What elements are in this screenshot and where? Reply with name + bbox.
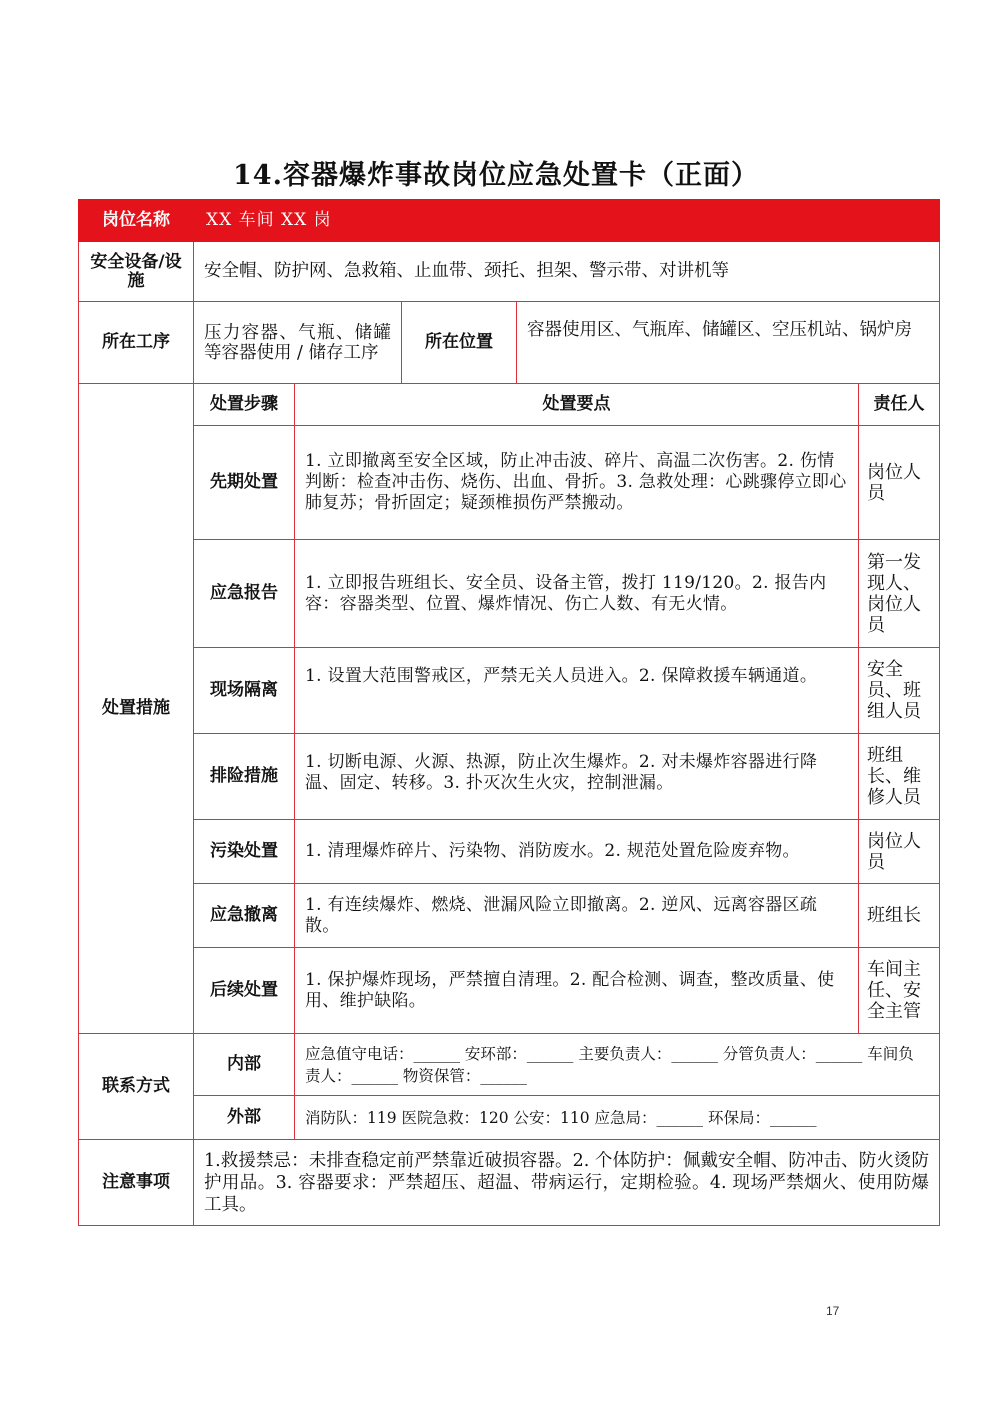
- measure-row: [79, 884, 940, 948]
- page-title: 14.容器爆炸事故岗位应急处置卡（正面）: [233, 160, 759, 191]
- measure-row: [79, 948, 940, 1034]
- notes-value: 1.救援禁忌：未排查稳定前严禁靠近破损容器。2. 个体防护：佩戴安全帽、防冲击、防火烫防护用品。3. 容器要求：严禁超压、超温、带病运行，定期检验。4. 现场严禁烟火、使用防爆工具。: [194, 1140, 940, 1226]
- step-person: 班组长、维修人员: [859, 734, 940, 820]
- process-value: 压力容器、气瓶、储罐等容器使用 / 储存工序: [194, 302, 402, 384]
- external-label: 外部: [194, 1096, 295, 1140]
- step-person: 岗位人员: [859, 426, 940, 540]
- step-points: 1. 设置大范围警戒区，严禁无关人员进入。2. 保障救援车辆通道。: [295, 648, 859, 734]
- header-person: 责任人: [859, 384, 940, 426]
- external-contacts: 消防队：119 医院急救：120 公安：110 应急局：______ 环保局：______: [295, 1096, 940, 1140]
- safety-value: 安全帽、防护网、急救箱、止血带、颈托、担架、警示带、对讲机等: [194, 242, 940, 302]
- measure-row: [79, 540, 940, 648]
- step-person: 岗位人员: [859, 820, 940, 884]
- measures-label: 处置措施: [79, 384, 194, 1034]
- step-points: 1. 立即报告班组长、安全员、设备主管，拨打 119/120。2. 报告内容：容器类型、位置、爆炸情况、伤亡人数、有无火情。: [295, 540, 859, 648]
- step-points: 1. 有连续爆炸、燃烧、泄漏风险立即撤离。2. 逆风、远离容器区疏散。: [295, 884, 859, 948]
- page-number: 17: [826, 1304, 840, 1318]
- header-step: 处置步骤: [194, 384, 295, 426]
- notes-row: [79, 1140, 940, 1226]
- post-label: 岗位名称: [79, 200, 194, 242]
- post-value: XX 车间 XX 岗: [194, 200, 940, 242]
- measures-header-row: [79, 384, 940, 426]
- step-name: 后续处置: [194, 948, 295, 1034]
- step-name: 应急撤离: [194, 884, 295, 948]
- step-points: 1. 保护爆炸现场，严禁擅自清理。2. 配合检测、调查，整改质量、使用、维护缺陷。: [295, 948, 859, 1034]
- step-name: 先期处置: [194, 426, 295, 540]
- safety-row: [79, 242, 940, 302]
- location-value: 容器使用区、气瓶库、储罐区、空压机站、锅炉房: [517, 302, 940, 384]
- safety-label: 安全设备/设施: [79, 242, 194, 302]
- process-row: [79, 302, 940, 384]
- measure-row: [79, 426, 940, 540]
- notes-label: 注意事项: [79, 1140, 194, 1226]
- header-points: 处置要点: [295, 384, 859, 426]
- card-table: [78, 199, 940, 1226]
- step-person: 安全员、班组人员: [859, 648, 940, 734]
- step-person: 车间主任、安全主管: [859, 948, 940, 1034]
- step-person: 第一发现人、岗位人员: [859, 540, 940, 648]
- internal-contacts: 应急值守电话：______ 安环部：______ 主要负责人：______ 分管负责人：______ 车间负责人：______ 物资保管：______: [295, 1034, 940, 1096]
- contact-internal-row: [79, 1034, 940, 1096]
- contact-external-row: [79, 1096, 940, 1140]
- post-row: [79, 200, 940, 242]
- step-points: 1. 立即撤离至安全区域，防止冲击波、碎片、高温二次伤害。2. 伤情判断：检查冲击伤、烧伤、出血、骨折。3. 急救处理：心跳骤停立即心肺复苏；骨折固定；疑颈椎损伤严禁搬动。: [295, 426, 859, 540]
- measure-row: [79, 820, 940, 884]
- location-label: 所在位置: [402, 302, 517, 384]
- emergency-card: [78, 199, 939, 1226]
- step-name: 污染处置: [194, 820, 295, 884]
- measure-row: [79, 648, 940, 734]
- step-name: 现场隔离: [194, 648, 295, 734]
- contact-label: 联系方式: [79, 1034, 194, 1140]
- internal-label: 内部: [194, 1034, 295, 1096]
- process-label: 所在工序: [79, 302, 194, 384]
- measure-row: [79, 734, 940, 820]
- step-person: 班组长: [859, 884, 940, 948]
- step-points: 1. 清理爆炸碎片、污染物、消防废水。2. 规范处置危险废弃物。: [295, 820, 859, 884]
- step-points: 1. 切断电源、火源、热源，防止次生爆炸。2. 对未爆炸容器进行降温、固定、转移。3. 扑灭次生火灾，控制泄漏。: [295, 734, 859, 820]
- step-name: 排险措施: [194, 734, 295, 820]
- step-name: 应急报告: [194, 540, 295, 648]
